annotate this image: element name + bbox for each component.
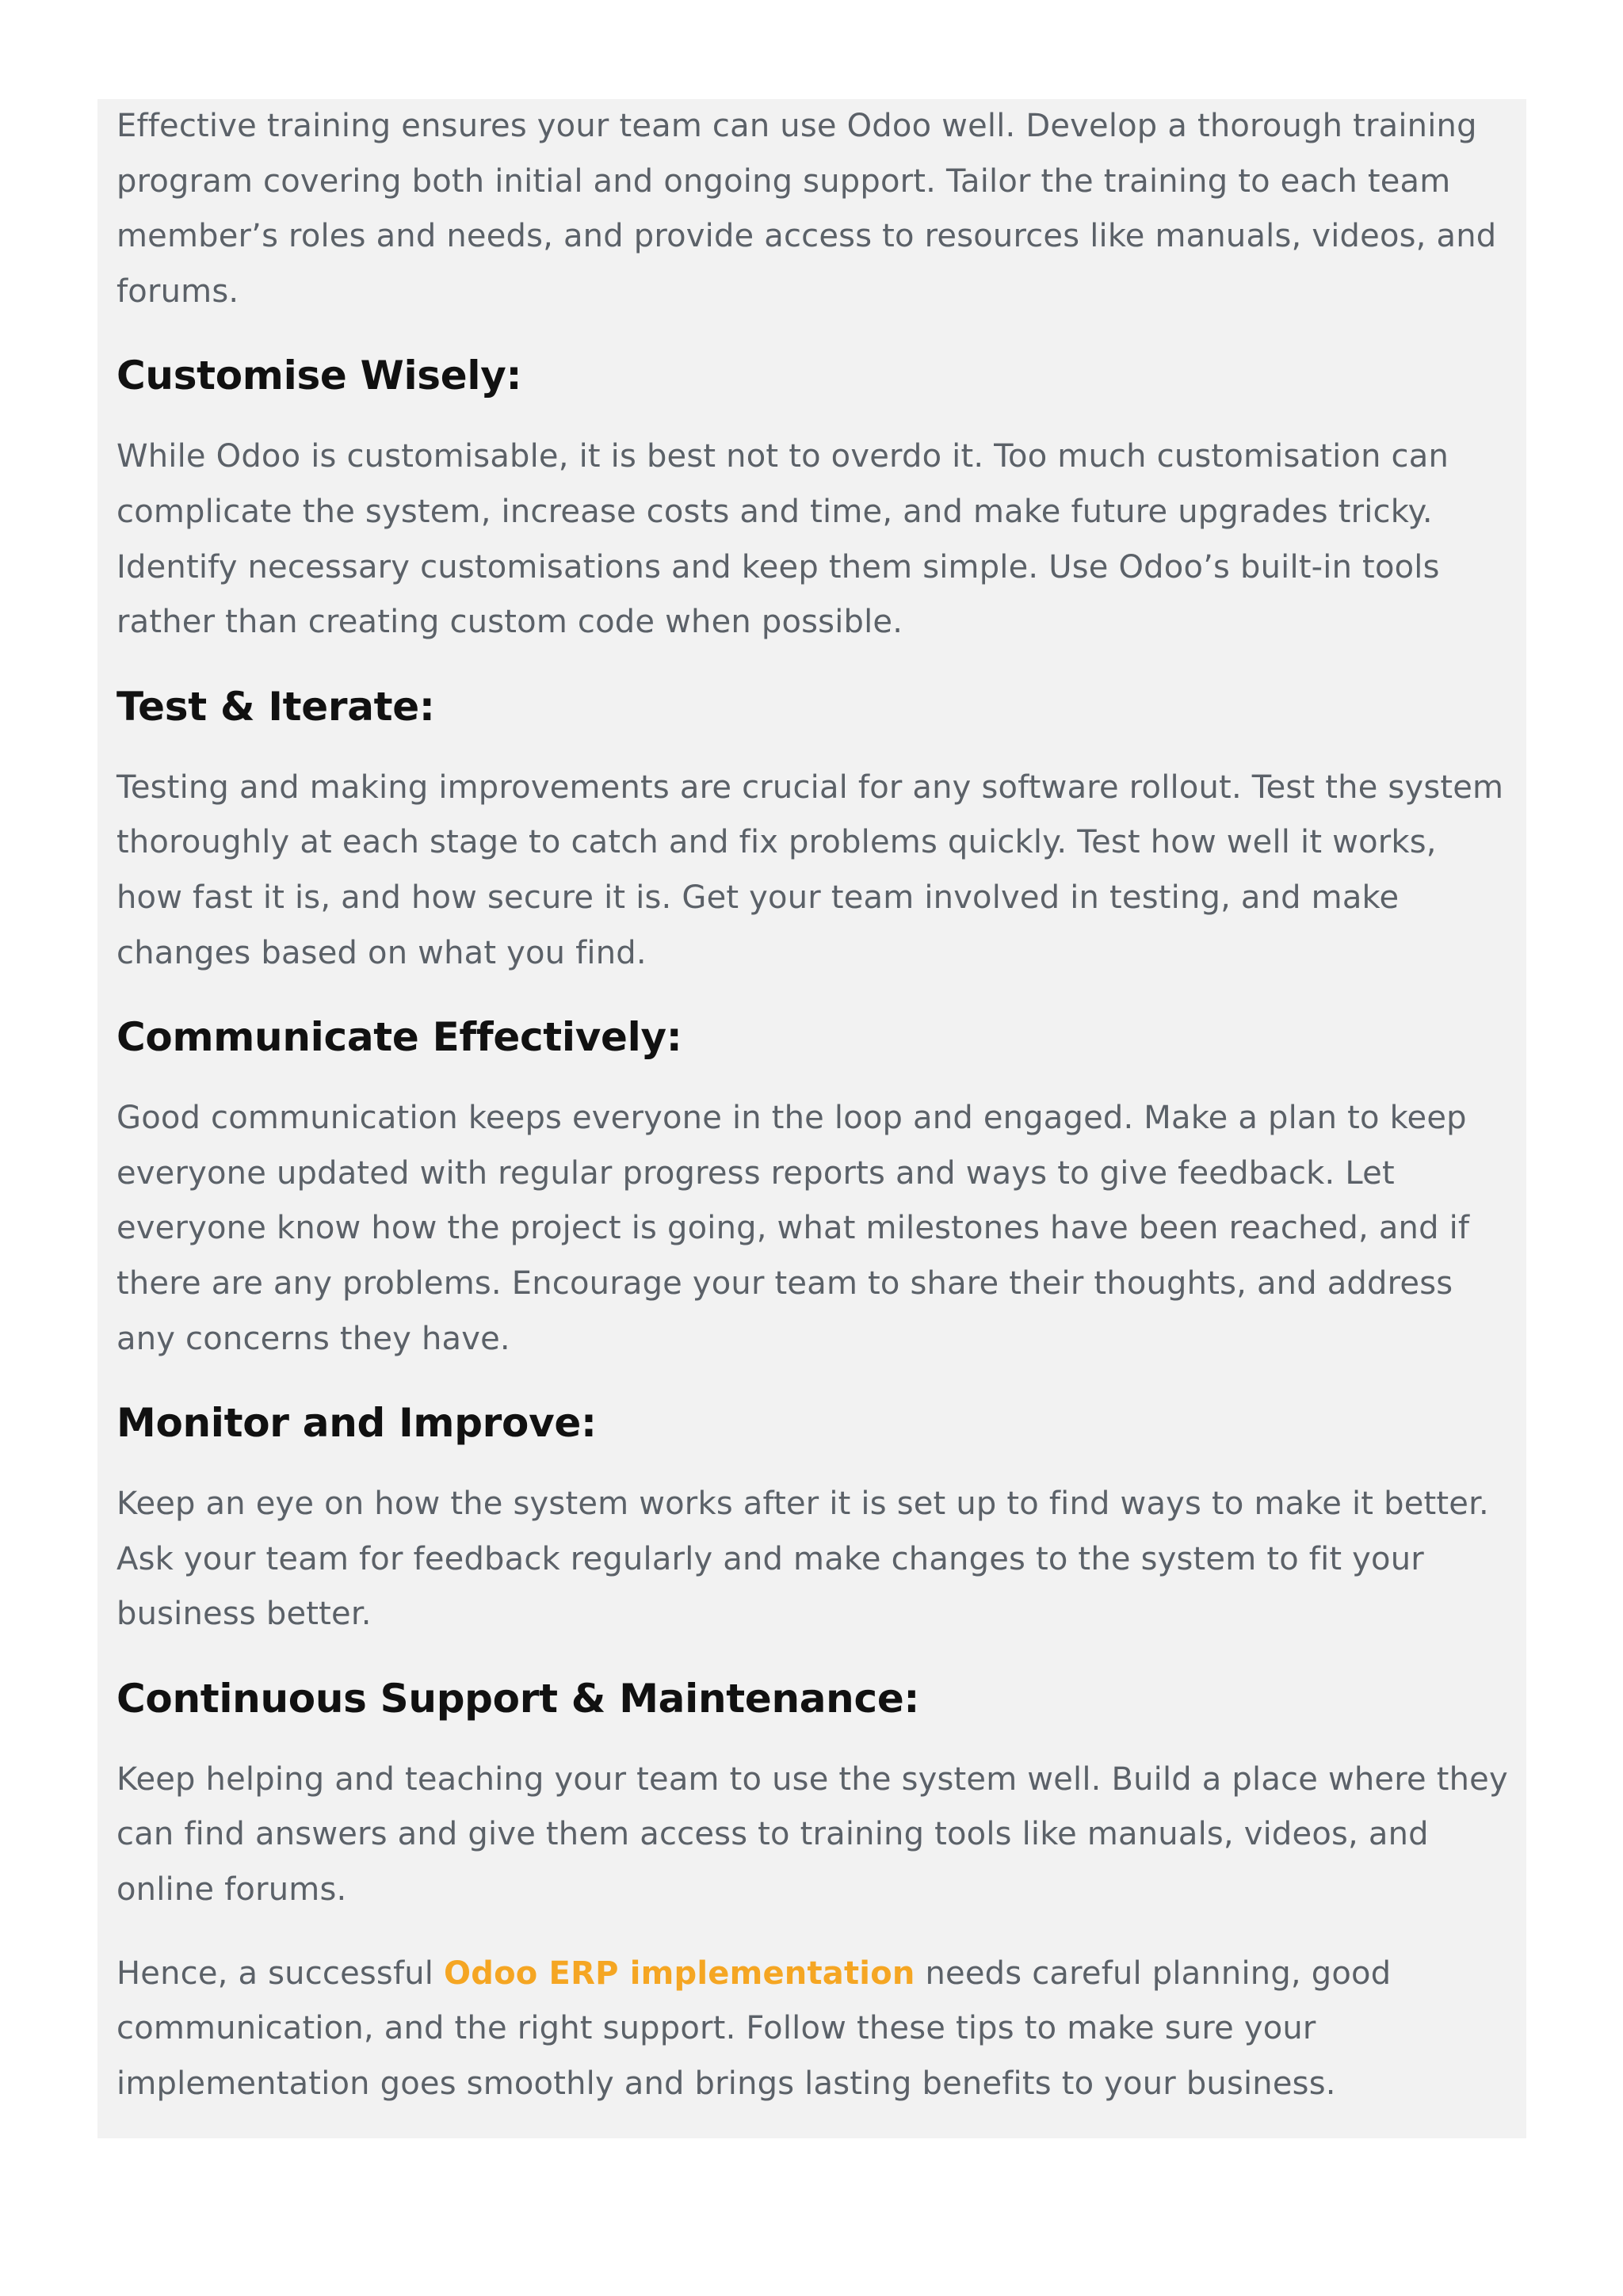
closing-paragraph xyxy=(116,1947,1511,2112)
heading-monitor-improve: Monitor and Improve: xyxy=(116,1400,597,1447)
heading-communicate-effectively: Communicate Effectively: xyxy=(116,1014,682,1061)
odoo-erp-implementation-link[interactable]: Odoo ERP implementation xyxy=(444,1955,915,1992)
closing-text-after-link: needs careful planning, good communication, and the right support. Follow these tips to make sure your implementation goes smoothly and brings lasting benefits to your business. xyxy=(116,1955,1392,2102)
paragraph-communicate-effectively: Good communication keeps everyone in the loop and engaged. Make a plan to keep everyone updated with regular progress reports and ways to give feedback. Let everyone know how the project is going, what milestones have been reached, and if there are any problems. Encourage your team to share their thoughts, and address any concerns they have. xyxy=(116,1100,1470,1357)
paragraph-monitor-improve: Keep an eye on how the system works after it is set up to find ways to make it better. Ask your team for feedback regularly and make changes to the system to fit your business better. xyxy=(116,1486,1489,1633)
paragraph-test-iterate: Testing and making improvements are crucial for any software rollout. Test the system thoroughly at each stage to catch and fix problems quickly. Test how well it works, how fast it is, and how secure it is. Get your team involved in testing, and make changes based on what you find. xyxy=(116,769,1504,971)
heading-customise-wisely: Customise Wisely: xyxy=(116,353,522,399)
closing-text-before-link: Hence, a successful xyxy=(116,1955,445,1992)
paragraph-customise-wisely: While Odoo is customisable, it is best not to overdo it. Too much customisation can complicate the system, increase costs and time, and make future upgrades tricky. Identify necessary customisations and keep them simple. Use Odoo’s built-in tools rather than creating custom code when possible. xyxy=(116,438,1449,641)
paragraph-continuous-support: Keep helping and teaching your team to use the system well. Build a place where they can find answers and give them access to training tools like manuals, videos, and online forums. xyxy=(116,1760,1508,1909)
intro-paragraph: Effective training ensures your team can use Odoo well. Develop a thorough training program covering both initial and ongoing support. Tailor the training to each team member’s roles and needs, and provide access to resources like manuals, videos, and forums. xyxy=(116,108,1497,310)
heading-test-iterate: Test & Iterate: xyxy=(116,683,435,730)
heading-continuous-support: Continuous Support & Maintenance: xyxy=(116,1675,920,1722)
article-body xyxy=(116,99,1511,2111)
